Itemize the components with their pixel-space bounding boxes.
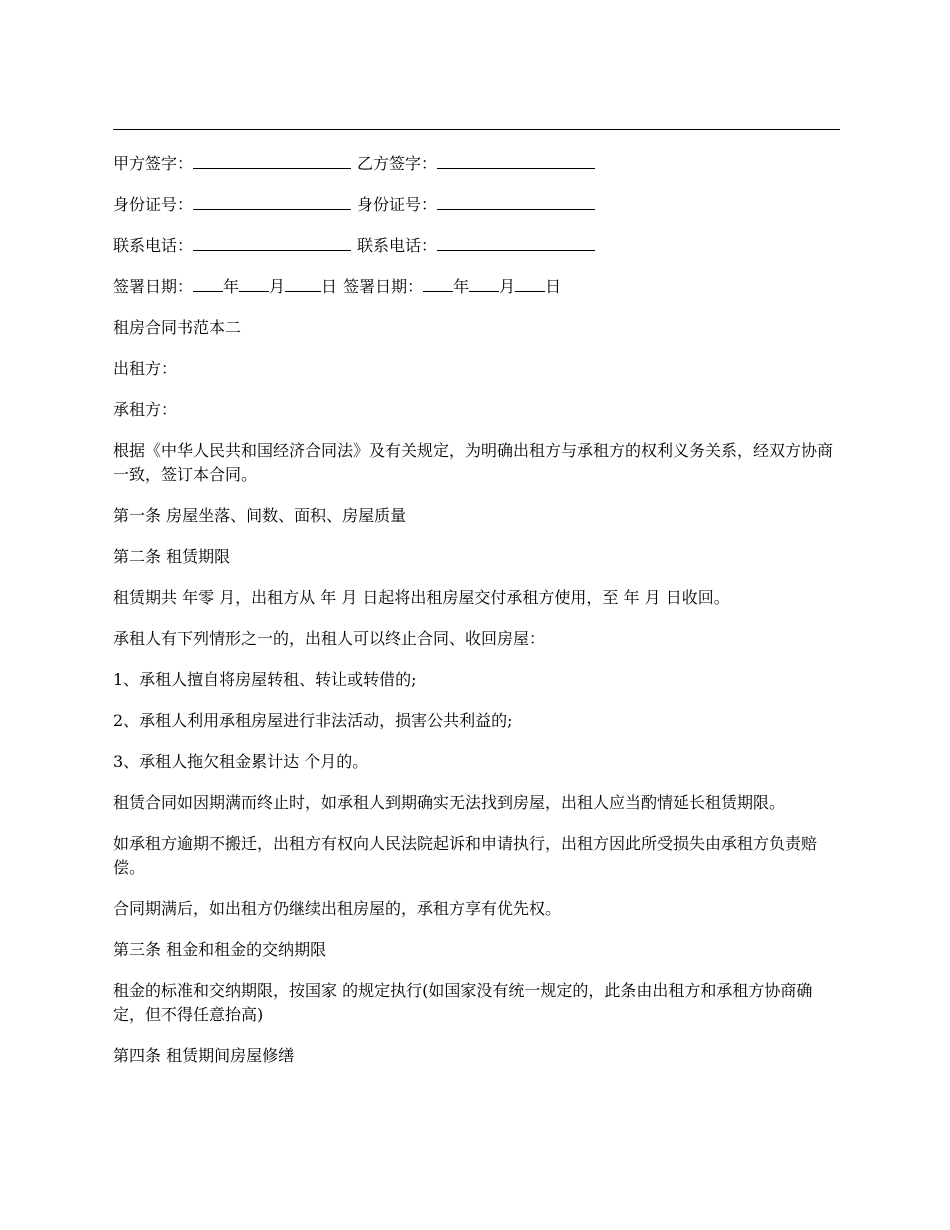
date-b-day: 日 — [545, 277, 562, 296]
phone-row — [113, 234, 840, 275]
intro-paragraph: 根据《中华人民共和国经济合同法》及有关规定，为明确出租方与承租方的权利义务关系，经双方协商一致，签订本合同。 — [113, 441, 834, 484]
priority-paragraph: 合同期满后，如出租方仍继续出租房屋的，承租方享有优先权。 — [113, 899, 562, 918]
article-2-heading: 第二条 租赁期限 — [113, 547, 231, 566]
lessee-line: 承租方： — [113, 400, 178, 419]
extension-paragraph: 租赁合同如因期满而终止时，如承租人到期确实无法找到房屋，出租人应当酌情延长租赁期限。 — [113, 793, 786, 812]
date-b-day-blank — [515, 275, 545, 292]
party-b-sign-blank — [437, 152, 595, 169]
id-no-a-label: 身份证号： — [113, 195, 194, 214]
id-number-row — [113, 193, 840, 234]
date-b-month: 月 — [499, 277, 516, 296]
date-a-day-blank — [285, 275, 321, 292]
top-divider — [113, 129, 840, 130]
phone-b-blank — [437, 234, 595, 251]
date-a-year-blank — [193, 275, 223, 292]
termination-conditions-paragraph: 承租人有下列情形之一的，出租人可以终止合同、收回房屋： — [113, 629, 546, 648]
id-no-b-blank — [437, 193, 595, 210]
condition-item-2: 2、承租人利用承租房屋进行非法活动，损害公共利益的; — [113, 711, 513, 730]
article-3-heading: 第三条 租金和租金的交纳期限 — [113, 940, 327, 959]
article-4-heading: 第四条 租赁期间房屋修缮 — [113, 1046, 295, 1065]
party-a-sign-blank — [193, 152, 351, 169]
date-a-day: 日 — [321, 277, 338, 296]
id-no-a-blank — [193, 193, 351, 210]
lease-term-paragraph: 租赁期共 年零 月，出租方从 年 月 日起将出租房屋交付承租方使用，至 年 月 日收回。 — [113, 588, 730, 607]
overdue-paragraph: 如承租方逾期不搬迁，出租方有权向人民法院起诉和申请执行，出租方因此所受损失由承租方负责赔偿。 — [113, 834, 818, 877]
party-a-sign-label: 甲方签字： — [113, 154, 194, 173]
article-1-heading: 第一条 房屋坐落、间数、面积、房屋质量 — [113, 506, 407, 525]
date-b-label: 签署日期： — [343, 277, 424, 296]
date-b-year: 年 — [453, 277, 470, 296]
date-b-year-blank — [423, 275, 453, 292]
phone-b-label: 联系电话： — [357, 236, 438, 255]
date-a-month: 月 — [269, 277, 286, 296]
id-no-b-label: 身份证号： — [357, 195, 438, 214]
rent-standard-paragraph: 租金的标准和交纳期限，按国家 的规定执行(如国家没有统一规定的，此条由出租方和承租方协商确定，但不得任意抬高) — [113, 981, 813, 1024]
document-body — [113, 152, 840, 1085]
condition-item-3: 3、承租人拖欠租金累计达 个月的。 — [113, 752, 369, 771]
party-b-sign-label: 乙方签字： — [357, 154, 438, 173]
date-a-label: 签署日期： — [113, 277, 194, 296]
signature-row — [113, 152, 840, 193]
date-b-month-blank — [469, 275, 499, 292]
contract-title: 租房合同书范本二 — [113, 318, 242, 337]
lessor-line: 出租方： — [113, 359, 178, 378]
condition-item-1: 1、承租人擅自将房屋转租、转让或转借的; — [113, 670, 417, 689]
sign-date-row — [113, 275, 840, 316]
date-a-month-blank — [239, 275, 269, 292]
phone-a-label: 联系电话： — [113, 236, 194, 255]
phone-a-blank — [193, 234, 351, 251]
date-a-year: 年 — [223, 277, 240, 296]
